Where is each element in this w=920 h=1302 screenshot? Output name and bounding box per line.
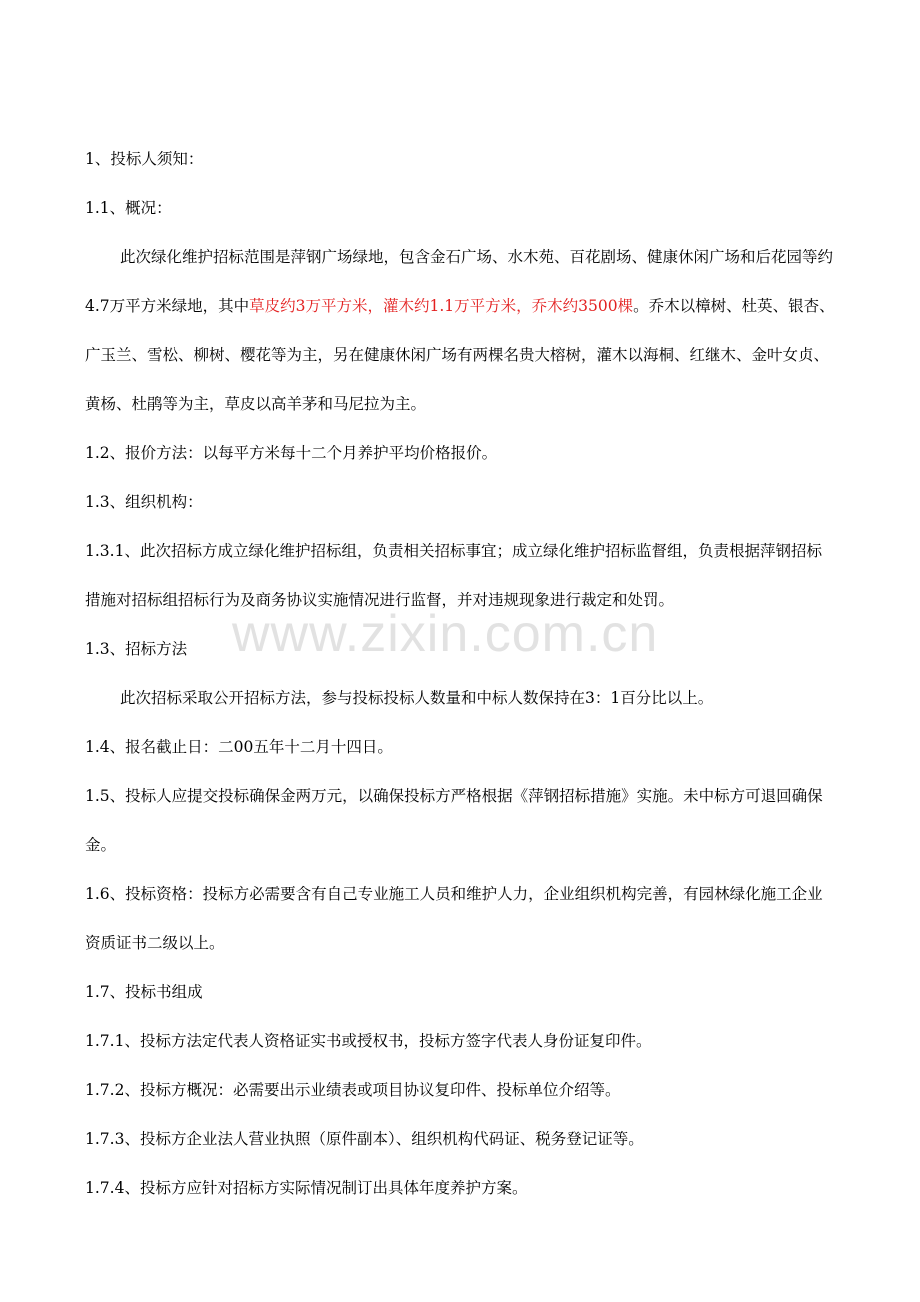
overview-paragraph <box>85 233 837 429</box>
section-1-5-deposit: 1.5、投标人应提交投标确保金两万元，以确保投标方严格根据《萍钢招标措施》实施。未中标方可退回确保金。 <box>85 787 823 854</box>
watermark: www.zixin.com.cn <box>232 605 659 663</box>
section-1-6-qualification: 1.6、投标资格：投标方必需要含有自己专业施工人员和维护人力，企业组织机构完善，有园林绿化施工企业资质证书二级以上。 <box>85 885 823 952</box>
section-heading-1-3-method: 1.3、招标方法 <box>85 640 188 658</box>
section-1-7-4: 1.7.4、投标方应针对招标方实际情况制订出具体年度养护方案。 <box>85 1179 528 1197</box>
document-body <box>85 135 837 1213</box>
section-1-3-1-organization: 1.3.1、此次招标方成立绿化维护招标组，负责相关招标事宜；成立绿化维护招标监督组，负责根据萍钢招标措施对招标组招标行为及商务协议实施情况进行监督，并对违规现象进行裁定和处罚。 <box>85 542 822 609</box>
section-heading-1-7: 1.7、投标书组成 <box>85 983 203 1001</box>
overview-highlight: 草皮约3万平方米，灌木约1.1万平方米，乔木约3500棵 <box>249 297 634 315</box>
section-1-2-pricing: 1.2、报价方法：以每平方米每十二个月养护平均价格报价。 <box>85 444 498 462</box>
overview-text-after: 。乔木以樟树、杜英、银杏、广玉兰、雪松、柳树、樱花等为主，另在健康休闲广场有两棵名贵大榕树，灌木以海桐、红继木、金叶女贞、黄杨、杜鹃等为主，草皮以高羊茅和马尼拉为主。 <box>85 297 835 413</box>
section-heading-1-1: 1.1、概况： <box>85 199 172 217</box>
section-1-7-3: 1.7.3、投标方企业法人营业执照（原件副本）、组织机构代码证、税务登记证等。 <box>85 1130 644 1148</box>
section-1-7-1: 1.7.1、投标方法定代表人资格证实书或授权书，投标方签字代表人身份证复印件。 <box>85 1032 652 1050</box>
overview-text-before: 此次绿化维护招标范围是萍钢广场绿地，包含金石广场、水木苑、百花剧场、健康休闲广场和后花园等约4.7万平方米绿地，其中 <box>85 248 834 315</box>
section-heading-1: 1、投标人须知： <box>85 150 204 168</box>
section-1-4-deadline: 1.4、报名截止日：二00五年十二月十四日。 <box>85 738 393 756</box>
section-heading-1-3: 1.3、组织机构： <box>85 493 203 511</box>
section-1-7-2: 1.7.2、投标方概况：必需要出示业绩表或项目协议复印件、投标单位介绍等。 <box>85 1081 621 1099</box>
method-paragraph: 此次招标采取公开招标方法，参与投标投标人数量和中标人数保持在3：1百分比以上。 <box>120 689 714 707</box>
